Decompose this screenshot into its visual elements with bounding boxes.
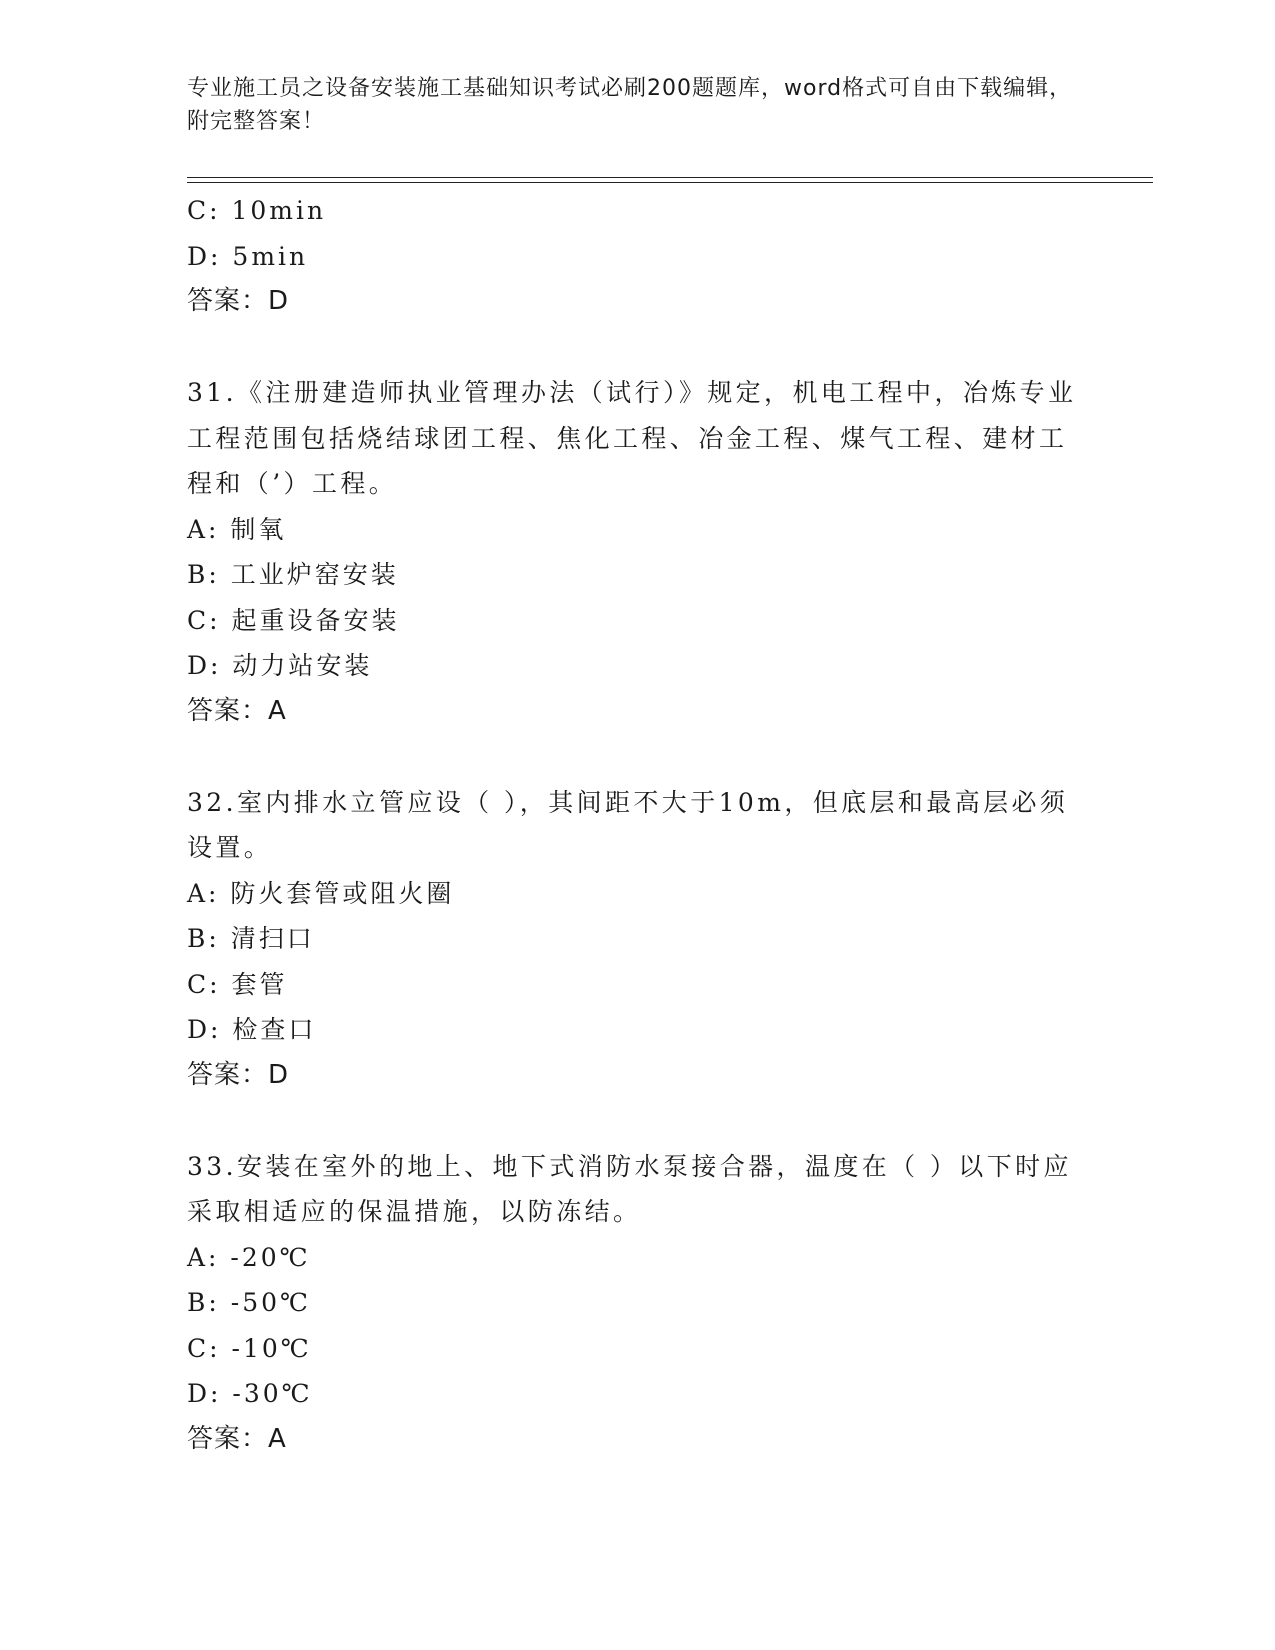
option-c: C: -10℃ — [187, 1333, 312, 1363]
question-spacer — [187, 325, 1107, 371]
question-list — [187, 188, 1107, 1462]
option-c: C: 10min — [187, 196, 327, 225]
option-b: B: 清扫口 — [187, 924, 315, 953]
option-d: D: 5min — [187, 241, 309, 271]
question-30-tail — [187, 188, 1107, 325]
question-33 — [187, 1144, 1107, 1463]
option-a: A: 防火套管或阻火圈 — [187, 878, 455, 908]
page-header-title: 专业施工员之设备安装施工基础知识考试必刷200题题库，word格式可自由下载编辑，附完整答案！ — [187, 76, 1073, 134]
option-c: C: 套管 — [187, 969, 288, 999]
option-a: A: 制氧 — [187, 514, 287, 544]
question-32 — [187, 780, 1107, 1099]
option-b: B: 工业炉窑安装 — [187, 560, 399, 589]
question-text: 33.安装在室外的地上、地下式消防水泵接合器，温度在（ ）以下时应采取相适应的保温措施，以防冻结。 — [187, 1151, 1072, 1226]
answer-line: 答案：D — [187, 286, 290, 316]
answer-line: 答案：A — [187, 695, 287, 726]
option-c: C: 起重设备安装 — [187, 605, 400, 635]
question-text: 32.室内排水立管应设（ ），其间距不大于10m，但底层和最高层必须设置。 — [187, 787, 1069, 862]
question-text: 31.《注册建造师执业管理办法（试行）》规定，机电工程中，冶炼专业工程范围包括烧结球团工程、焦化工程、冶金工程、煤气工程、建材工程和（’）工程。 — [187, 378, 1077, 498]
answer-line: 答案：A — [187, 1423, 287, 1454]
option-d: D: 动力站安装 — [187, 651, 373, 680]
question-spacer — [187, 1098, 1107, 1144]
question-spacer — [187, 734, 1107, 780]
header-divider-top — [187, 177, 1153, 178]
question-31 — [187, 370, 1107, 734]
option-d: D: 检查口 — [187, 1015, 317, 1044]
option-b: B: -50℃ — [187, 1288, 311, 1317]
option-d: D: -30℃ — [187, 1379, 313, 1408]
header-divider-bottom — [187, 182, 1153, 183]
option-a: A: -20℃ — [187, 1242, 311, 1272]
answer-line: 答案：D — [187, 1059, 290, 1090]
